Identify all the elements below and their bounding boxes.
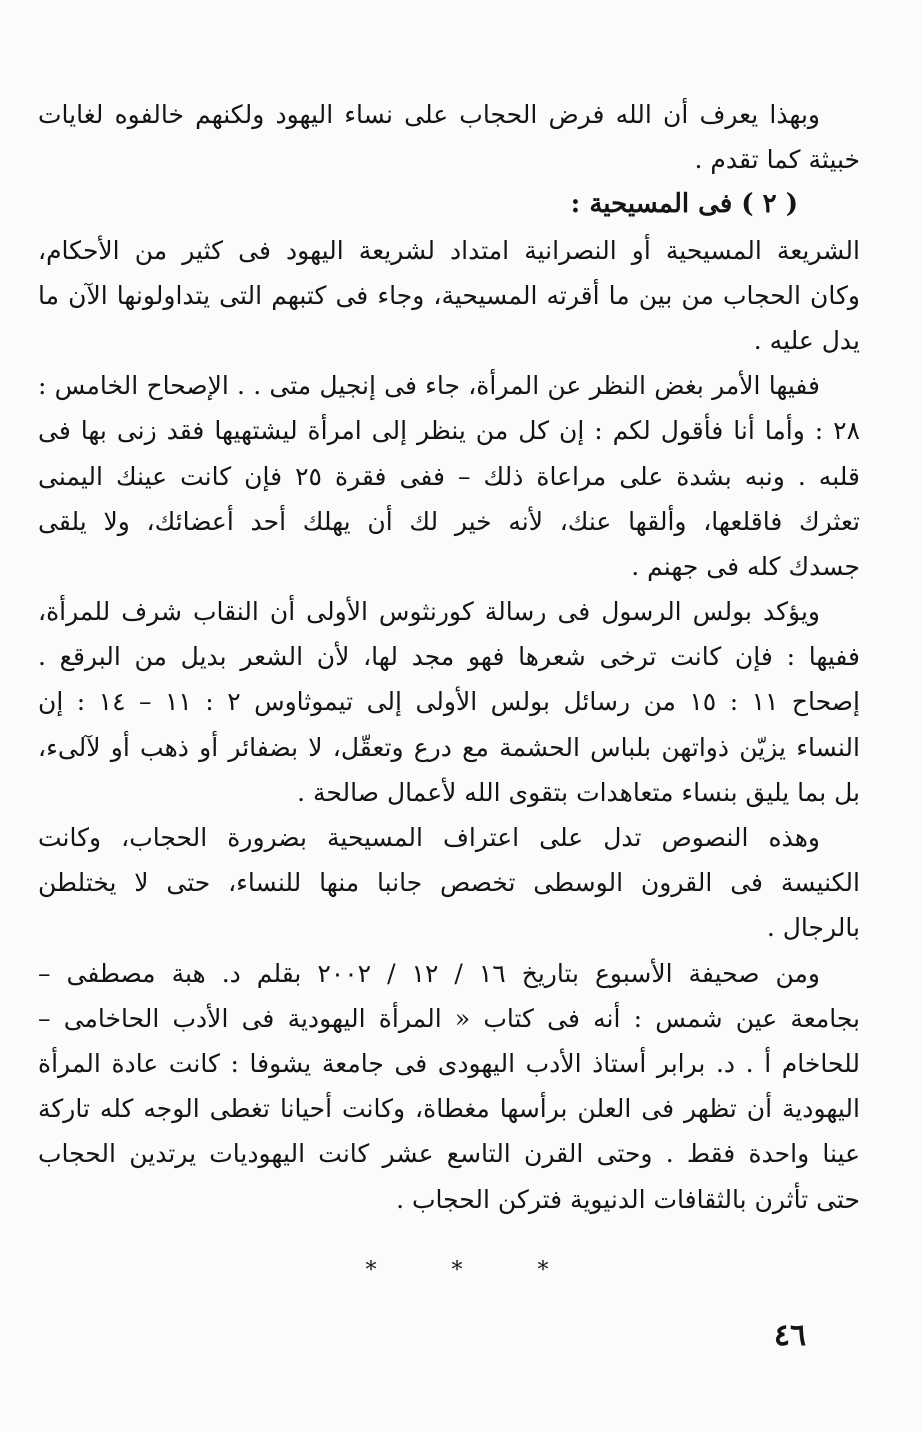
text-line: وكان الحجاب من بين ما أقرته المسيحية، وجاء فى كتبهم التى يتداولونها الآن ما (38, 280, 860, 310)
text-line: ٢٨ : وأما أنا فأقول لكم : إن كل من ينظر إلى امرأة ليشتهيها فقد زنى بها فى (38, 416, 860, 446)
section-separator: * * * (365, 1258, 583, 1283)
text-line: ويؤكد بولس الرسول فى رسالة كورنثوس الأولى أن النقاب شرف للمرأة، (38, 597, 820, 627)
text-line: عينا واحدة فقط . وحتى القرن التاسع عشر كانت اليهوديات يرتدين الحجاب (38, 1139, 860, 1169)
text-column (38, 92, 860, 1222)
text-line: النساء يزيّن ذواتهن بلباس الحشمة مع درع وتعقّل، لا بضفائر أو ذهب أو لآلىء، (38, 732, 860, 762)
text-line: وهذه النصوص تدل على اعتراف المسيحية بضرورة الحجاب، وكانت (38, 823, 820, 852)
text-line: خبيثة كما تقدم . (694, 145, 860, 175)
text-line: بالرجال . (766, 913, 860, 943)
page-number: ٤٦ (773, 1318, 807, 1353)
text-line: جسدك كله فى جهنم . (631, 551, 860, 581)
text-line: ففيها : فإن كانت ترخى شعرها فهو مجد لها، لأن الشعر بديل من البرقع . (38, 642, 860, 672)
text-line: وبهذا يعرف أن الله فرض الحجاب على نساء اليهود ولكنهم خالفوه لغايات (38, 100, 820, 129)
text-line: للحاخام أ . د. برابر أستاذ الأدب اليهودى فى جامعة يشوفا : كانت عادة المرأة (38, 1048, 860, 1078)
section-heading: ( ٢ ) فى المسيحية : (570, 189, 798, 220)
text-line: اليهودية أن تظهر فى العلن برأسها مغطاة، وكانت أحيانا تغطى الوجه كله تاركة (38, 1094, 860, 1124)
text-line: حتى تأثرن بالثقافات الدنيوية فتركن الحجاب . (396, 1184, 860, 1214)
text-line: إصحاح ١١ : ١٥ من رسائل بولس الأولى إلى تيموثاوس ٢ : ١١ – ١٤ : إن (38, 687, 860, 717)
text-line: تعثرك فاقلعها، وألقها عنك، لأنه خير لك أن يهلك أحد أعضائك، ولا يلقى (38, 506, 860, 536)
text-line: ومن صحيفة الأسبوع بتاريخ ١٦ / ١٢ / ٢٠٠٢ بقلم د. هبة مصطفى – (38, 958, 820, 988)
text-line: بجامعة عين شمس : أنه فى كتاب « المرأة اليهودية فى الأدب الحاخامى – (38, 1003, 860, 1033)
text-line: قلبه . ونبه بشدة على مراعاة ذلك – ففى فقرة ٢٥ فإن كانت عينك اليمنى (38, 461, 860, 491)
text-line: الشريعة المسيحية أو النصرانية امتداد لشريعة اليهود فى كثير من الأحكام، (38, 235, 860, 265)
text-line: ففيها الأمر بغض النظر عن المرأة، جاء فى إنجيل متى . . الإصحاح الخامس : (38, 371, 820, 401)
text-line: الكنيسة فى القرون الوسطى تخصص جانبا منها للنساء، حتى لا يختلطن (38, 868, 860, 898)
text-line: بل بما يليق بنساء متعاهدات بتقوى الله لأعمال صالحة . (297, 777, 860, 807)
text-line: يدل عليه . (753, 325, 860, 355)
